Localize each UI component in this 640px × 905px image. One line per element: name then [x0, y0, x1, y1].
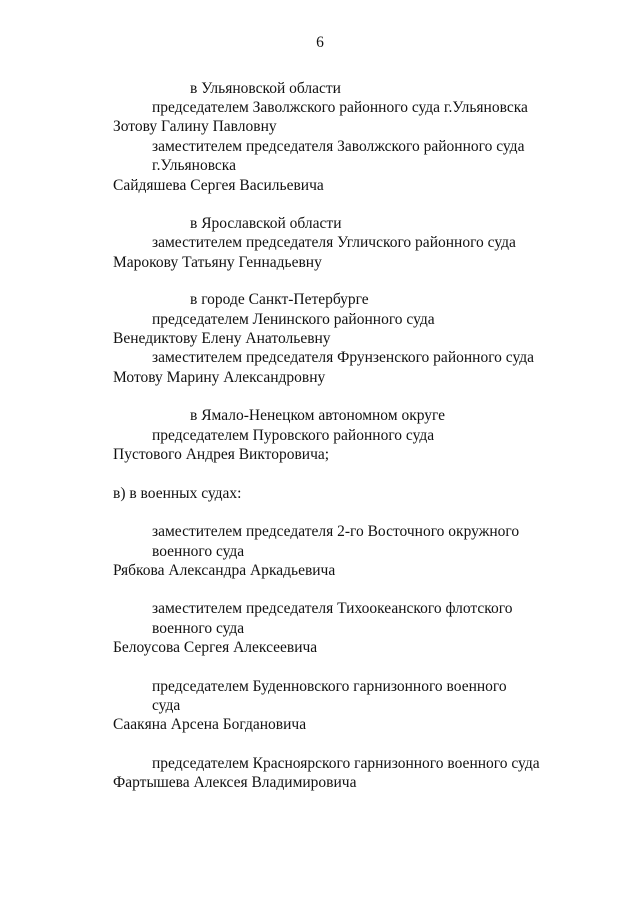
appointment-role: заместителем председателя Фрунзенского районного суда	[152, 349, 535, 366]
region-heading-saint-petersburg: в городе Санкт-Петербурге	[190, 291, 369, 308]
region-heading-yaroslavl: в Ярославской области	[190, 215, 342, 232]
region-heading-yamalo-nenets: в Ямало-Ненецком автономном округе	[190, 407, 446, 424]
appointment-role: председателем Буденновского гарнизонного военного	[152, 678, 507, 695]
appointment-role-continued: суда	[152, 697, 181, 714]
appointment-role-continued: военного суда	[152, 620, 245, 637]
appointee-name: Пустового Андрея Викторовича;	[113, 446, 330, 463]
appointee-name: Белоусова Сергея Алексеевича	[113, 639, 318, 656]
appointee-name: Саакяна Арсена Богдановича	[113, 716, 307, 733]
appointee-name: Зотову Галину Павловну	[113, 118, 277, 135]
appointment-role: председателем Пуровского районного суда	[152, 427, 435, 444]
appointment-role: заместителем председателя 2-го Восточного окружного	[152, 523, 520, 540]
region-heading-ulyanovsk: в Ульяновской области	[190, 80, 341, 97]
appointment-role: заместителем председателя Угличского районного суда	[152, 234, 516, 251]
appointment-role: председателем Красноярского гарнизонного военного суда	[152, 755, 540, 772]
section-heading-military-courts: в) в военных судах:	[113, 485, 242, 502]
page-number: 6	[316, 34, 324, 51]
appointee-name: Венедиктову Елену Анатольевну	[113, 330, 331, 347]
appointment-role-continued: военного суда	[152, 543, 245, 560]
appointment-role-continued: г.Ульяновска	[152, 157, 236, 174]
appointment-role: заместителем председателя Тихоокеанского флотского	[152, 600, 513, 617]
appointee-name: Сайдяшева Сергея Васильевича	[113, 177, 324, 194]
appointee-name: Мотову Марину Александровну	[113, 369, 326, 386]
appointment-role: председателем Ленинского районного суда	[152, 311, 435, 328]
appointment-role: заместителем председателя Заволжского районного суда	[152, 138, 525, 155]
appointee-name: Фартышева Алексея Владимировича	[113, 774, 357, 791]
appointment-role: председателем Заволжского районного суда г.Ульяновска	[152, 99, 528, 116]
appointee-name: Марокову Татьяну Геннадьевну	[113, 254, 322, 271]
appointee-name: Рябкова Александра Аркадьевича	[113, 562, 336, 579]
